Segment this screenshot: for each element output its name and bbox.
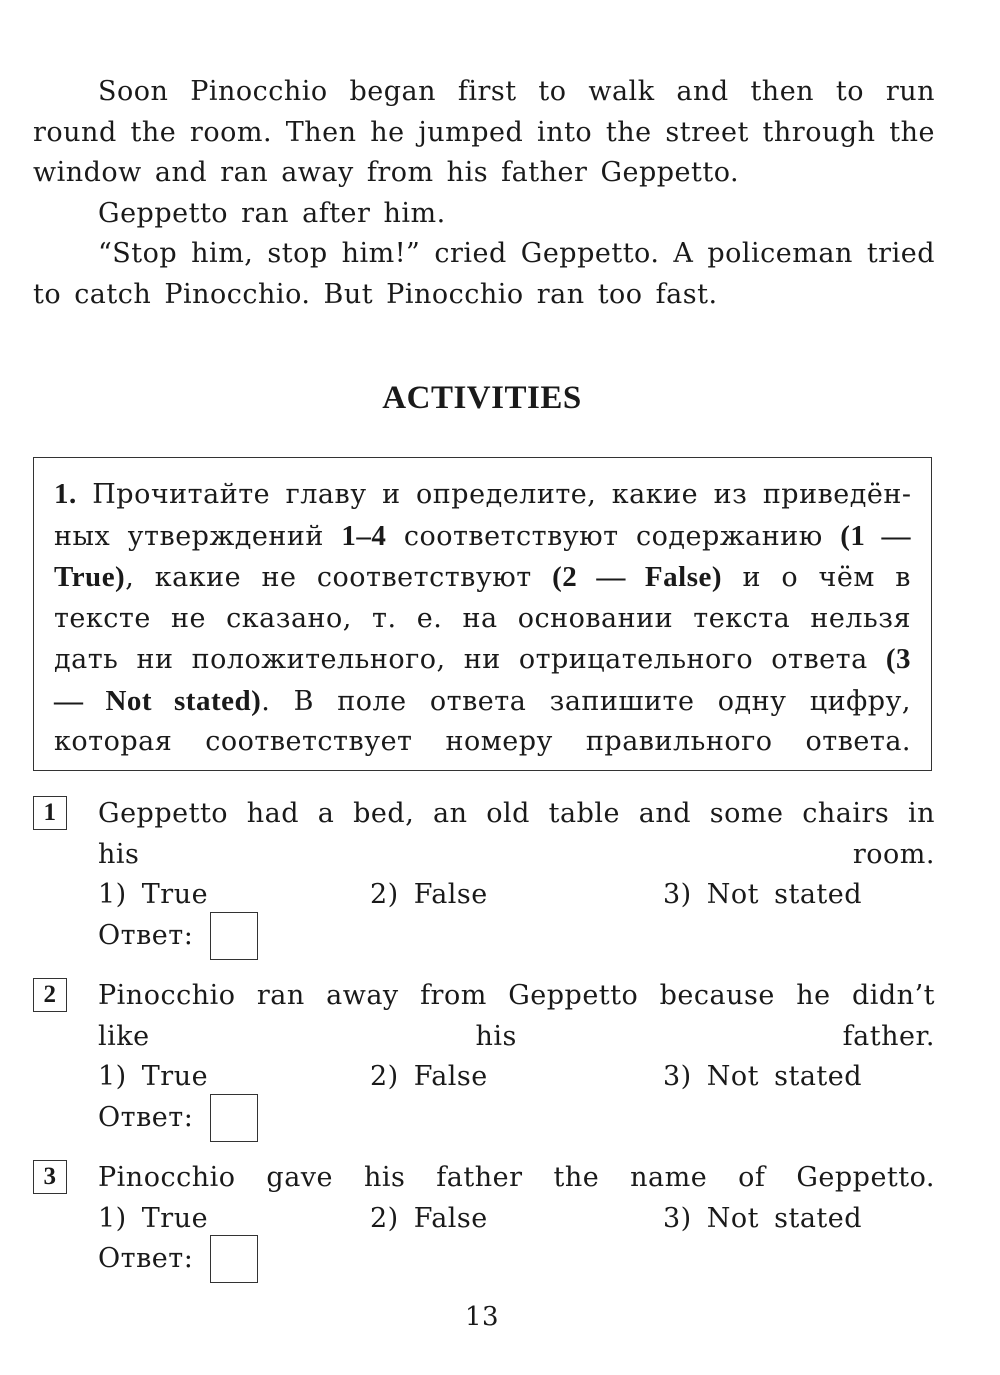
question-1 <box>33 794 935 962</box>
activities-heading: ACTIVITIES <box>382 380 582 416</box>
question-text-line: like his father. <box>98 1020 935 1052</box>
option-false: 2) False <box>370 1061 488 1092</box>
story-text <box>33 72 935 315</box>
answer-label: Ответ: <box>98 919 194 951</box>
task-text: . В поле ответа запишите одну цифру, которая соответствует номеру правильного ответа. <box>54 685 911 757</box>
answer-box[interactable] <box>210 912 258 960</box>
story-paragraph: “Stop him, stop him!” cried Geppetto. A policeman tried to catch Pinocchio. But Pinocchio ran too fast. <box>33 238 935 310</box>
answer-box[interactable] <box>210 1094 258 1142</box>
answer-options <box>98 1199 935 1240</box>
answer-options <box>98 1057 935 1098</box>
question-text-line: his room. <box>98 838 935 870</box>
option-false: 2) False <box>370 879 488 910</box>
story-paragraph: Soon Pinocchio began first to walk and then to run round the room. Then he jumped into the street through the window and ran away from his father Geppetto. <box>33 76 935 188</box>
task-instructions <box>54 474 911 763</box>
answer-row <box>98 1239 935 1285</box>
task-not-stated-option: (3 — Not stated) <box>54 643 911 717</box>
question-text-line: Pinocchio gave his father the name of Geppetto. <box>98 1162 935 1193</box>
option-true: 1) True <box>98 1061 209 1092</box>
question-text-line: Geppetto had a bed, an old table and some chairs in <box>98 798 935 829</box>
task-range: 1–4 <box>341 519 387 552</box>
question-number: 3 <box>33 1160 67 1194</box>
task-text: , какие не соответствуют <box>125 562 553 593</box>
option-false: 2) False <box>370 1202 488 1234</box>
question-3 <box>33 1158 935 1285</box>
option-true: 1) True <box>98 879 209 910</box>
option-not-stated: 3) Not stated <box>663 879 863 910</box>
answer-row <box>98 916 935 962</box>
question-2 <box>33 976 935 1144</box>
story-paragraph: Geppetto ran after him. <box>98 197 446 229</box>
answer-row <box>98 1098 935 1144</box>
question-text-line: Pinocchio ran away from Geppetto because he didn’t <box>98 980 935 1011</box>
answer-label: Ответ: <box>98 1243 194 1274</box>
task-instructions-box <box>33 457 932 771</box>
task-text: соответствуют содержанию <box>386 520 841 552</box>
answer-box[interactable] <box>210 1235 258 1283</box>
option-not-stated: 3) Not stated <box>663 1202 863 1234</box>
task-text: Прочитайте главу и определите, какие из приведённых утверждений <box>54 479 911 552</box>
answer-options <box>98 875 935 916</box>
question-number: 1 <box>33 796 67 830</box>
task-number: 1. <box>54 478 77 510</box>
task-true-option: (1 — True) <box>54 519 912 593</box>
question-number: 2 <box>33 978 67 1012</box>
option-not-stated: 3) Not stated <box>663 1061 863 1092</box>
task-text: и о чём в тексте не сказано, т. е. на основании текста нельзя дать ни положительного, ни отрицательного ответа <box>54 562 912 675</box>
answer-label: Ответ: <box>98 1101 194 1133</box>
page-number: 13 <box>464 1302 500 1332</box>
option-true: 1) True <box>98 1202 209 1234</box>
task-false-option: (2 — False) <box>552 561 723 593</box>
